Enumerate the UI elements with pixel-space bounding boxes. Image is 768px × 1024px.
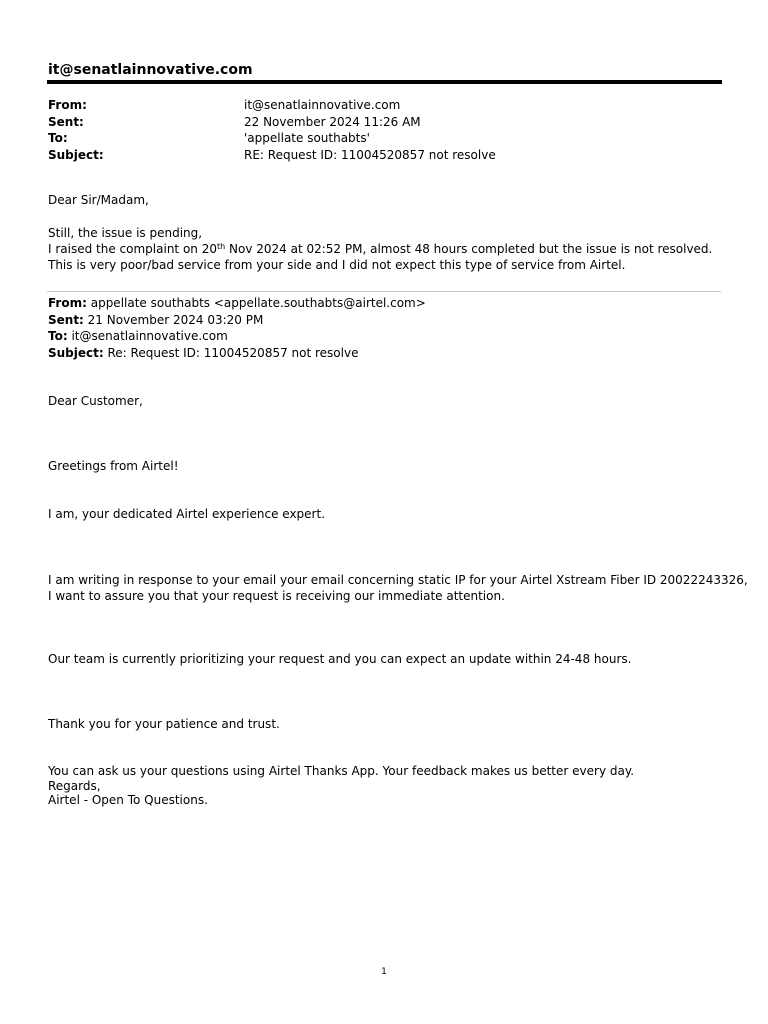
subject-label: Subject: (48, 147, 104, 162)
subject-value: RE: Request ID: 11004520857 not resolve (244, 147, 496, 162)
reply-line-text: I raised the complaint on 20 (48, 242, 217, 256)
from-label: From: (48, 98, 87, 112)
quoted-greetings-line: Greetings from Airtel! (48, 459, 179, 473)
quoted-subject-row (48, 345, 426, 362)
quoted-sent-row (48, 312, 426, 329)
to-value: 'appellate southabts' (244, 131, 370, 145)
reply-body (48, 192, 712, 273)
quoted-to-row (48, 328, 426, 345)
reply-line-text: Nov 2024 at 02:52 PM, almost 48 hours completed but the issue is not resolved. (225, 242, 713, 256)
reply-line-complaint (48, 241, 712, 257)
header-subject-row (48, 147, 708, 164)
quoted-message-divider (47, 291, 721, 292)
quoted-subject-value: Re: Request ID: 11004520857 not resolve (103, 345, 359, 360)
sent-value: 22 November 2024 11:26 AM (244, 114, 421, 129)
quoted-thanks: Thank you for your patience and trust. (48, 717, 280, 731)
quoted-update-paragraph: Our team is currently prioritizing your request and you can expect an update within 24-48 hours. (48, 652, 632, 666)
blank-line (48, 208, 712, 225)
quoted-to-label: To: (48, 329, 68, 343)
quoted-intro: I am, your dedicated Airtel experience expert. (48, 507, 326, 521)
quoted-sent-value: 21 November 2024 03:20 PM (83, 312, 264, 327)
mailbox-title: it@senatlainnovative.com (48, 62, 253, 78)
title-divider (47, 80, 722, 84)
page-number: 1 (381, 967, 387, 977)
quoted-paragraph-line: I am writing in response to your email your email concerning static IP for your Airtel Xstream Fiber ID 20022243326, (48, 573, 748, 587)
from-value: it@senatlainnovative.com (244, 98, 401, 112)
header-sent-row (48, 114, 708, 131)
quoted-signoff: Regards, (48, 778, 101, 793)
quoted-greeting: Dear Customer, (48, 394, 143, 408)
quoted-sent-label: Sent: (48, 312, 84, 327)
quoted-paragraph (48, 572, 748, 604)
header-from-row (48, 97, 708, 114)
to-label: To: (48, 131, 68, 145)
quoted-subject-label: Subject: (48, 345, 104, 360)
reply-line: Still, the issue is pending, (48, 226, 203, 240)
reply-line: This is very poor/bad service from your side and I did not expect this type of service from Airtel. (48, 258, 626, 272)
email-header (48, 97, 708, 163)
quoted-closing (48, 764, 634, 808)
quoted-from-label: From: (48, 296, 87, 310)
reply-greeting: Dear Sir/Madam, (48, 193, 149, 207)
quoted-from-row (48, 295, 426, 312)
quoted-signature: Airtel - Open To Questions. (48, 793, 208, 807)
quoted-closing-line: You can ask us your questions using Airtel Thanks App. Your feedback makes us better every day. (48, 764, 635, 778)
quoted-to-value: it@senatlainnovative.com (67, 329, 228, 343)
quoted-message-header (48, 295, 426, 361)
quoted-from-value: appellate southabts <appellate.southabts@airtel.com> (86, 296, 426, 310)
sent-label: Sent: (48, 114, 84, 129)
ordinal-suffix: th (216, 242, 226, 251)
quoted-paragraph-line: I want to assure you that your request is receiving our immediate attention. (48, 589, 505, 603)
header-to-row (48, 130, 708, 147)
